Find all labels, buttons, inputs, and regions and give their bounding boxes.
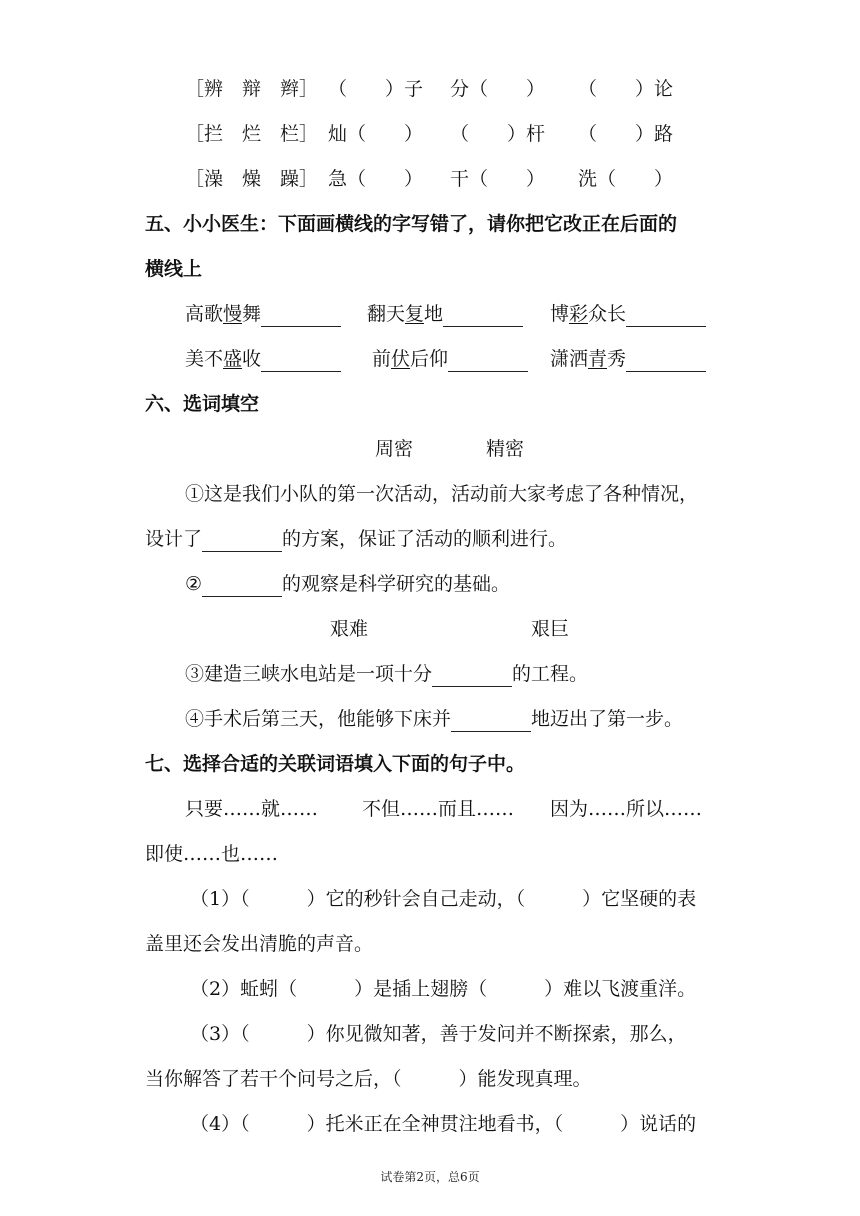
q4-row1-part1: （ ）子 xyxy=(328,78,424,100)
q5-item-1-post: 舞 xyxy=(242,303,262,325)
q6-s4-post: 地迈出了第一步。 xyxy=(531,708,684,730)
q6-s1-blank[interactable] xyxy=(202,531,282,552)
q5-item-4-pre: 美不 xyxy=(185,348,224,370)
q7-heading: 七、选择合适的关联词语填入下面的句子中。 xyxy=(145,753,526,775)
q5-item-2 xyxy=(367,301,523,327)
q4-row2-chars: ［拦 烂 栏］ xyxy=(185,123,319,145)
q4-row3-chars: ［澡 燥 躁］ xyxy=(185,168,319,190)
q5-item-2-wrong-char: 复 xyxy=(405,303,425,325)
q7-option-2: 不但……而且…… xyxy=(362,798,515,820)
q5-item-3-pre: 博 xyxy=(550,303,570,325)
q5-item-1-answer-blank[interactable] xyxy=(261,306,341,327)
q6-s2-post: 的观察是科学研究的基础。 xyxy=(282,573,511,595)
q4-row2-part3: （ ）路 xyxy=(578,123,674,145)
q5-item-6-answer-blank[interactable] xyxy=(626,351,706,372)
q7-option-1: 只要……就…… xyxy=(185,798,319,820)
q7-option-3: 因为……所以…… xyxy=(550,798,703,820)
q5-item-3-answer-blank[interactable] xyxy=(626,306,706,327)
q7-sentence-1-line1: （1）（ ）它的秒针会自己走动，（ ）它坚硬的表 xyxy=(190,888,697,910)
q6-word-option-4: 艰巨 xyxy=(531,618,570,640)
q6-s3-post: 的工程。 xyxy=(512,663,589,685)
q4-row1-part3: （ ）论 xyxy=(578,78,674,100)
q7-sentence-3-line1: （3）（ ）你见微知著，善于发问并不断探索，那么， xyxy=(190,1023,687,1045)
q4-row3-part3: 洗（ ） xyxy=(578,168,674,190)
q5-item-5-wrong-char: 伏 xyxy=(391,348,411,370)
q7-option-4: 即使……也…… xyxy=(145,843,279,865)
q4-row1-chars: ［辨 辩 辫］ xyxy=(185,78,319,100)
q7-sentence-2: （2）蚯蚓（ ）是插上翅膀（ ）难以飞渡重洋。 xyxy=(190,978,697,1000)
q6-s1-post: 的方案，保证了活动的顺利进行。 xyxy=(282,528,568,550)
q6-word-option-1: 周密 xyxy=(375,438,414,460)
q4-row2-part2: （ ）杆 xyxy=(450,123,546,145)
q6-sentence-1-line2 xyxy=(145,526,567,552)
q5-item-2-pre: 翻天 xyxy=(367,303,406,325)
q6-s4-blank[interactable] xyxy=(451,711,531,732)
q6-s4-pre: ④手术后第三天，他能够下床并 xyxy=(185,708,452,730)
q6-s3-pre: ③建造三峡水电站是一项十分 xyxy=(185,663,433,685)
q4-row3-part1: 急（ ） xyxy=(328,168,424,190)
q6-word-option-2: 精密 xyxy=(486,438,525,460)
q5-item-6-pre: 潇洒 xyxy=(550,348,589,370)
q5-item-5-pre: 前 xyxy=(372,348,392,370)
q4-row1-part2: 分（ ） xyxy=(450,78,546,100)
q6-heading: 六、选词填空 xyxy=(145,393,260,415)
q5-item-4-answer-blank[interactable] xyxy=(261,351,341,372)
q5-item-6-wrong-char: 青 xyxy=(588,348,608,370)
q4-row2-part1: 灿（ ） xyxy=(328,123,424,145)
q5-heading-line2: 横线上 xyxy=(145,258,203,280)
q6-sentence-3 xyxy=(185,661,588,687)
q6-sentence-1-line1: ①这是我们小队的第一次活动，活动前大家考虑了各种情况， xyxy=(185,483,699,505)
q5-item-1-wrong-char: 慢 xyxy=(223,303,243,325)
q6-s2-pre: ② xyxy=(185,573,203,595)
q5-item-5-post: 后仰 xyxy=(410,348,449,370)
q5-item-2-answer-blank[interactable] xyxy=(443,306,523,327)
q5-item-4-wrong-char: 盛 xyxy=(223,348,243,370)
q6-s2-blank[interactable] xyxy=(202,576,282,597)
q6-sentence-2 xyxy=(185,571,510,597)
q5-item-1-pre: 高歌 xyxy=(185,303,224,325)
q5-item-4-post: 收 xyxy=(242,348,262,370)
q7-sentence-4-line1: （4）（ ）托米正在全神贯注地看书，（ ）说话的 xyxy=(190,1113,697,1135)
q4-row3-part2: 干（ ） xyxy=(450,168,546,190)
q5-item-6 xyxy=(550,346,706,372)
q5-item-3-wrong-char: 彩 xyxy=(569,303,589,325)
q5-item-3-post: 众长 xyxy=(588,303,627,325)
q5-item-6-post: 秀 xyxy=(607,348,627,370)
q5-heading-line1: 五、小小医生：下面画横线的字写错了，请你把它改正在后面的 xyxy=(145,213,678,235)
q5-item-2-post: 地 xyxy=(424,303,444,325)
q6-sentence-4 xyxy=(185,706,683,732)
q5-item-5 xyxy=(372,346,528,372)
page-footer: 试卷第2页，总6页 xyxy=(380,1170,480,1184)
q6-s3-blank[interactable] xyxy=(432,666,512,687)
q5-item-5-answer-blank[interactable] xyxy=(448,351,528,372)
q7-sentence-1-line2: 盖里还会发出清脆的声音。 xyxy=(145,933,374,955)
q5-item-1 xyxy=(185,301,341,327)
q6-s1-pre: 设计了 xyxy=(145,528,203,550)
q6-word-option-3: 艰难 xyxy=(330,618,369,640)
q5-item-3 xyxy=(550,301,706,327)
q7-sentence-3-line2: 当你解答了若干个问号之后，（ ）能发现真理。 xyxy=(145,1068,592,1090)
q5-item-4 xyxy=(185,346,341,372)
